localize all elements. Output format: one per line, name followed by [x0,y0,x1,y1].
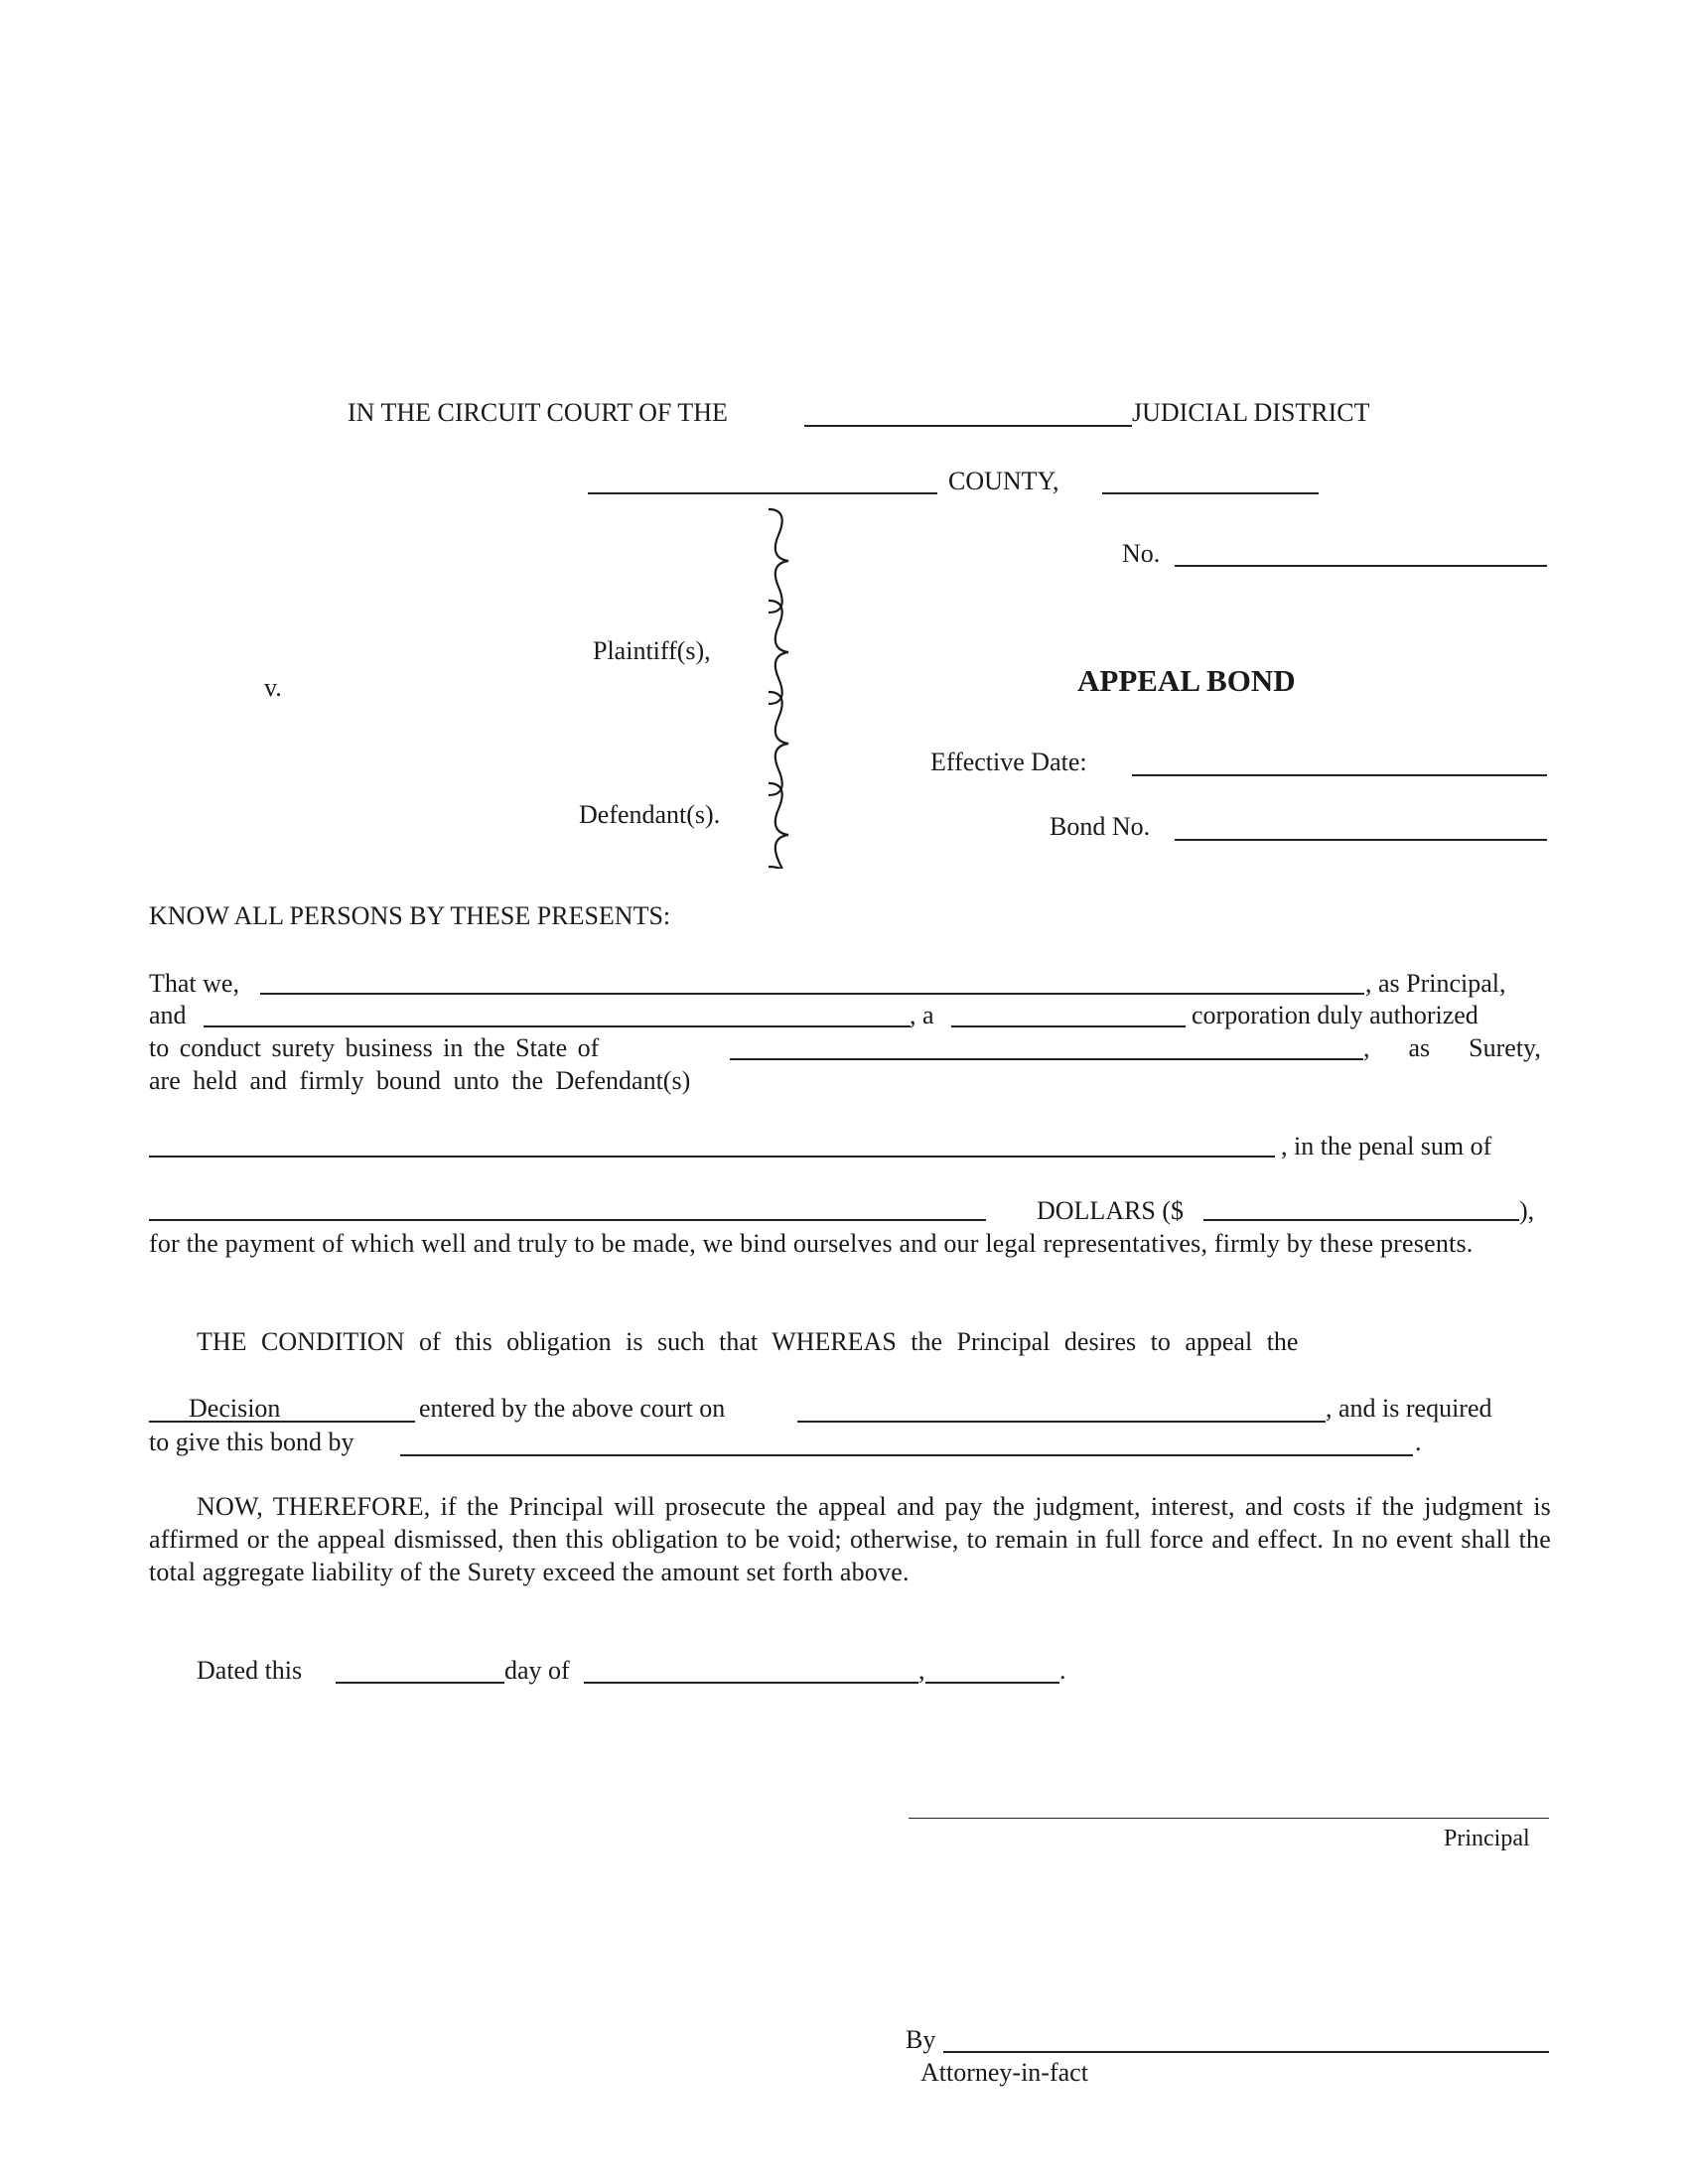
by-label: By [906,2025,936,2054]
court-prefix: IN THE CIRCUIT COURT OF THE [348,398,728,427]
principal-signature-label: Principal [1444,1826,1530,1851]
dated-this-text: Dated this [197,1656,303,1685]
surety-state-of-incorporation-field[interactable] [951,1025,1186,1027]
now-therefore-paragraph: NOW, THEREFORE, if the Principal will prosecute the appeal and pay the judgment, interest, and costs if the judgment is affirmed or the appeal dismissed, then this obligation to be void; otherwise, to remain in full force and effect. In no event shall the total aggregate liability of the Surety exceed the amount set forth above. [149,1492,1551,1586]
that-we-text: That we, [149,969,239,998]
is-required-text: , and is required [1326,1394,1492,1423]
entered-by-text: entered by the above court on [419,1394,726,1423]
dated-day-field[interactable] [336,1682,504,1684]
brace-segment [769,509,788,613]
effective-date-label: Effective Date: [930,748,1087,776]
give-bond-by-text: to give this bond by [149,1428,354,1456]
bond-due-field[interactable] [400,1454,1413,1456]
know-all-heading: KNOW ALL PERSONS BY THESE PRESENTS: [149,901,671,930]
payment-paragraph: for the payment of which well and truly to be made, we bind ourselves and our legal representatives, firmly by these presents. [149,1229,1474,1258]
effective-date-field[interactable] [1132,774,1547,776]
brace-segment [769,692,788,795]
defendant-name-field[interactable] [149,1156,1275,1158]
corporation-authorized-text: corporation duly authorized [1192,1001,1478,1029]
as-surety-text: , as Surety, [1363,1033,1541,1062]
county-name-field[interactable] [588,492,937,494]
decision-value: Decision [189,1394,281,1423]
principal-signature-line[interactable] [909,1818,1549,1819]
held-bound-text: are held and firmly bound unto the Defendant(s) [149,1066,691,1095]
amount-words-field[interactable] [149,1219,986,1221]
case-no-field[interactable] [1175,565,1547,567]
versus: v. [264,673,282,702]
dated-year-field[interactable] [925,1682,1059,1684]
dollars-close: ), [1519,1196,1535,1225]
county-label: COUNTY, [948,467,1059,495]
period: . [1415,1428,1422,1456]
case-no-label: No. [1122,539,1161,568]
penal-sum-text: , in the penal sum of [1281,1132,1492,1160]
and-text: and [149,1001,187,1029]
defendants-label: Defendant(s). [579,800,721,829]
comma-a-text: , a [910,1001,934,1029]
attorney-signature-line[interactable] [943,2051,1549,2053]
court-suffix: JUDICIAL DISTRICT [1132,398,1370,427]
page-title: APPEAL BOND [1077,663,1296,698]
day-of-text: day of [504,1656,570,1685]
as-principal-text: , as Principal, [1365,969,1506,998]
dated-comma: , [918,1656,925,1685]
surety-business-state-field[interactable] [730,1058,1363,1060]
dollars-label: DOLLARS ($ [1037,1196,1185,1225]
principal-name-field[interactable] [260,993,1364,995]
dated-period: . [1059,1656,1066,1685]
bond-no-field[interactable] [1175,839,1547,841]
entry-date-field[interactable] [797,1421,1326,1423]
judicial-district-field[interactable] [804,425,1132,427]
condition-text: THE CONDITION of this obligation is such that WHEREAS the Principal desires to appeal the [197,1327,1299,1356]
surety-name-field[interactable] [204,1025,911,1027]
brace-segment [769,601,788,704]
plaintiffs-label: Plaintiff(s), [593,636,711,665]
state-field[interactable] [1102,492,1319,494]
attorney-label: Attorney-in-fact [920,2058,1088,2087]
surety-business-text: to conduct surety business in the State of [149,1033,600,1062]
bond-no-label: Bond No. [1050,812,1151,841]
dated-month-field[interactable] [584,1682,918,1684]
amount-figures-field[interactable] [1203,1219,1519,1221]
caption-brace [765,501,804,869]
